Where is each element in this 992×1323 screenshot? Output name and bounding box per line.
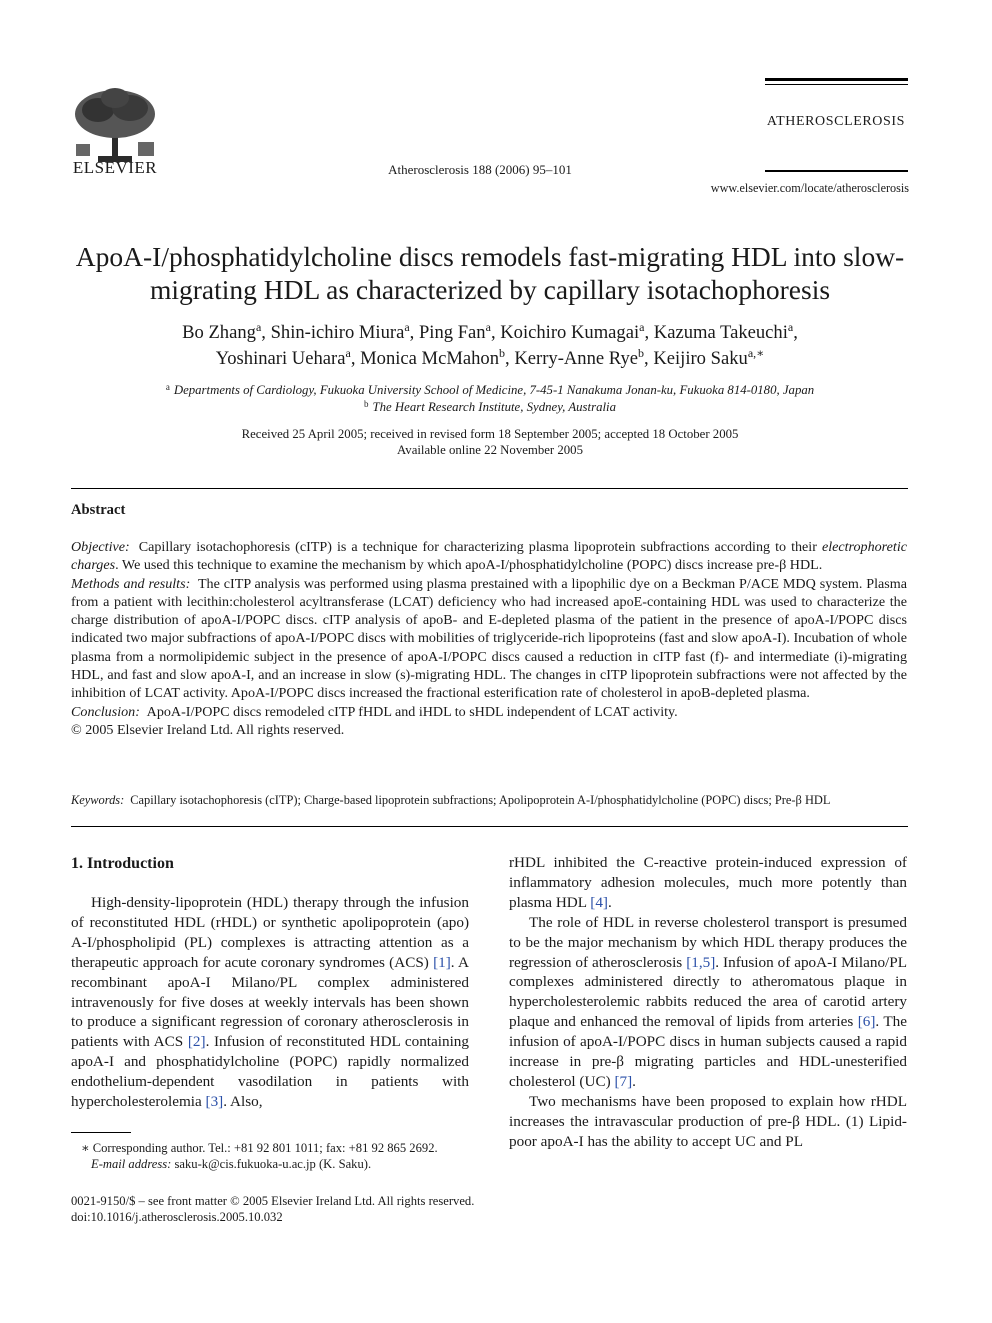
author[interactable]: Keijiro Saku$^{a,∗}$ bbox=[653, 346, 765, 369]
paragraph-text: Two mechanisms have been proposed to explain how rHDL increases the intravascular production of pre-β HDL. (1) Lipid-poor apoA-I has the ability to accept UC and PL bbox=[509, 1092, 907, 1150]
intro-paragraph-1 bbox=[71, 893, 469, 1112]
publisher-wordmark: ELSEVIER bbox=[72, 158, 158, 177]
paragraph-text: . bbox=[607, 893, 612, 911]
author[interactable]: Shin-ichiro Miura$^a$ bbox=[270, 320, 410, 343]
section-heading-introduction: 1. Introduction bbox=[71, 855, 174, 872]
citation-link[interactable]: [7] bbox=[614, 1072, 633, 1090]
corresponding-author-footnote: ∗ Corresponding author. Tel.: +81 92 801 1011; fax: +81 92 865 2692. E-mail address: saku-k@cis.fukuoka-u.ac.jp (K. Saku). bbox=[81, 1141, 438, 1171]
citation-link[interactable]: [3] bbox=[205, 1093, 224, 1111]
keywords: Keywords: Capillary isotachophoresis (cITP); Charge-based lipoprotein subfractions; Apolipoprotein A-I/phosphatidylcholine (POPC) discs; Pre-β HDL bbox=[71, 793, 831, 807]
right-column bbox=[509, 853, 907, 1152]
citation-link[interactable]: [1] bbox=[433, 953, 451, 971]
paragraph-text: The role of HDL in reverse cholesterol transport is presumed to be the major mechanism by which HDL therapy produces the regression of atherosclerosis bbox=[509, 913, 907, 971]
citation-link[interactable]: [2] bbox=[187, 1033, 206, 1051]
citation-link[interactable]: [1,5] bbox=[686, 953, 716, 971]
received-dates: Received 25 April 2005; received in revised form 18 September 2005; accepted 18 October 2005 bbox=[241, 427, 739, 441]
divider-abstract-top bbox=[71, 488, 908, 489]
paragraph-text: rHDL inhibited the C-reactive protein-induced expression of inflammatory adhesion molecules, much more potently than plasma HDL bbox=[509, 854, 907, 911]
available-online: Available online 22 November 2005 bbox=[397, 443, 583, 457]
citation-link[interactable]: [4] bbox=[590, 893, 608, 911]
intro-paragraph-2 bbox=[509, 913, 907, 1092]
abstract-body bbox=[71, 538, 907, 739]
paragraph-text: . bbox=[632, 1072, 636, 1090]
journal-citation: Atherosclerosis 188 (2006) 95–101 bbox=[388, 162, 572, 177]
paragraph-text: High-density-lipoprotein (HDL) therapy through the infusion of reconstituted HDL (rHDL) or synthetic apolipoprotein (apo) A-I/phospholipid (PL) complexes is attracting attention as a therapeutic approach for acute coronary syndromes (ACS) bbox=[71, 894, 469, 971]
masthead-rule-top-thin bbox=[765, 84, 908, 85]
author[interactable]: Bo Zhang$^a$ bbox=[182, 320, 262, 343]
paragraph-text: . Also, bbox=[223, 1093, 263, 1111]
doi-link[interactable]: doi:10.1016/j.atherosclerosis.2005.10.032 bbox=[71, 1210, 283, 1224]
author[interactable]: Monica McMahon$^b$ bbox=[360, 346, 506, 369]
affiliation-b: $^b$ The Heart Research Institute, Sydney, Australia bbox=[364, 399, 616, 414]
masthead-rule-bottom bbox=[765, 170, 908, 172]
left-column bbox=[71, 893, 469, 1112]
divider-abstract-bottom bbox=[71, 826, 908, 827]
author[interactable]: Kerry-Anne Rye$^b$ bbox=[514, 346, 645, 369]
issn-line: 0021-9150/$ – see front matter © 2005 Elsevier Ireland Ltd. All rights reserved. bbox=[71, 1194, 475, 1208]
abstract-objective: Objective: Capillary isotachophoresis (cITP) is a technique for characterizing plasma lipoprotein subfractions according to their electrophoretic charges. We used this technique to examine the mechanism by which apoA-I/phosphatidylcholine (POPC) discs increase pre-β HDL. bbox=[71, 539, 907, 574]
front-matter bbox=[71, 1193, 571, 1225]
author-email[interactable]: saku-k@cis.fukuoka-u.ac.jp (K. Saku). bbox=[174, 1157, 372, 1171]
paragraph-text: . Infusion of apoA-I Milano/PL complexes administered directly to atheromatous plaque in hypercholesterolemic rabbits reduced the area of carotid artery plaque and enhanced the removal of lipids from arteries bbox=[509, 953, 907, 1031]
affiliation-a: $^a$ Departments of Cardiology, Fukuoka University School of Medicine, 7-45-1 Nanakuma Jonan-ku, Fukuoka 814-0180, Japan bbox=[165, 382, 815, 397]
author[interactable]: Kazuma Takeuchi$^a$ bbox=[653, 320, 794, 343]
citation-link[interactable]: [6] bbox=[857, 1013, 876, 1031]
journal-url-link[interactable]: www.elsevier.com/locate/atherosclerosis bbox=[710, 181, 909, 195]
paragraph-text: . The infusion of apoA-I/POPC discs in human subjects caused a rapid increase in pre-β migrating particles and HDL-unesterified cholesterol (UC) bbox=[509, 1013, 908, 1090]
author[interactable]: Ping Fan$^a$ bbox=[418, 320, 491, 343]
abstract-heading: Abstract bbox=[71, 502, 126, 518]
intro-paragraph-continued bbox=[509, 853, 907, 913]
paragraph-text: . Infusion of reconstituted HDL containing apoA-I and phosphatidylcholine (POPC) rapidly normalized endothelium-dependent vasodilation in patients with hypercholesterolemia bbox=[71, 1033, 469, 1111]
article-title: ApoA-I/phosphatidylcholine discs remodels fast-migrating HDL into slow-migrating HDL as characterized by capillary isotachophoresis bbox=[75, 241, 905, 305]
intro-paragraph-3 bbox=[509, 1092, 907, 1152]
paragraph-text: . A recombinant apoA-I Milano/PL complex administered intravenously for five doses at weekly intervals has been shown to produce a significant regression of coronary atherosclerosis in patients with ACS bbox=[71, 953, 469, 1051]
abstract-methods: Methods and results: The cITP analysis was performed using plasma prestained with a lipophilic dye on a Beckman P/ACE MDQ system. Plasma from a patient with lecithin:cholesterol acyltransferase (LCAT) deficiency who had increased apoE-containing HDL was used to characterize the charge distribution of apoA-I/POPC discs. cITP analysis of apoB- and E-depleted plasma of the patient in the presence of apoA-I/POPC discs indicated two major subfractions of apoA-I/POPC discs with mobilities of triglyceride-rich lipoproteins (fast and slow apoA-I). Incubation of whole plasma from a normolipidemic subject in the presence of apoA-I/POPC discs caused a reduction in cITP fast (f)- and intermediate (i)-migrating HDL, and fast and slow apoA-I, and an increase in slow (s)-migrating HDL. The changes in cITP lipoprotein subfractions were not affected by the inhibition of LCAT activity. ApoA-I/POPC discs increased the fractional esterification rate of cholesterol in apoB-depleted plasma. bbox=[71, 575, 908, 702]
masthead-rule-top bbox=[765, 78, 908, 81]
abstract-conclusion: Conclusion: ApoA-I/POPC discs remodeled cITP fHDL and iHDL to sHDL independent of LCAT activity. bbox=[71, 703, 678, 720]
author[interactable]: Koichiro Kumagai$^a$ bbox=[500, 320, 645, 343]
journal-masthead: ATHEROSCLEROSIS bbox=[766, 114, 906, 129]
abstract-copyright: © 2005 Elsevier Ireland Ltd. All rights reserved. bbox=[71, 721, 345, 738]
footnote-rule bbox=[71, 1132, 131, 1133]
author[interactable]: Yoshinari Uehara$^a$ bbox=[215, 346, 351, 369]
author-list: Bo Zhang$^a$, Shin-ichiro Miura$^a$, Ping Fan$^a$, Koichiro Kumagai$^a$, Kazuma Takeuchi$^a$, Yoshinari Uehara$^a$, Monica McMahon$^b$, Kerry-Anne Rye$^b$, Keijiro Saku$^{a,∗}$ bbox=[182, 320, 798, 369]
